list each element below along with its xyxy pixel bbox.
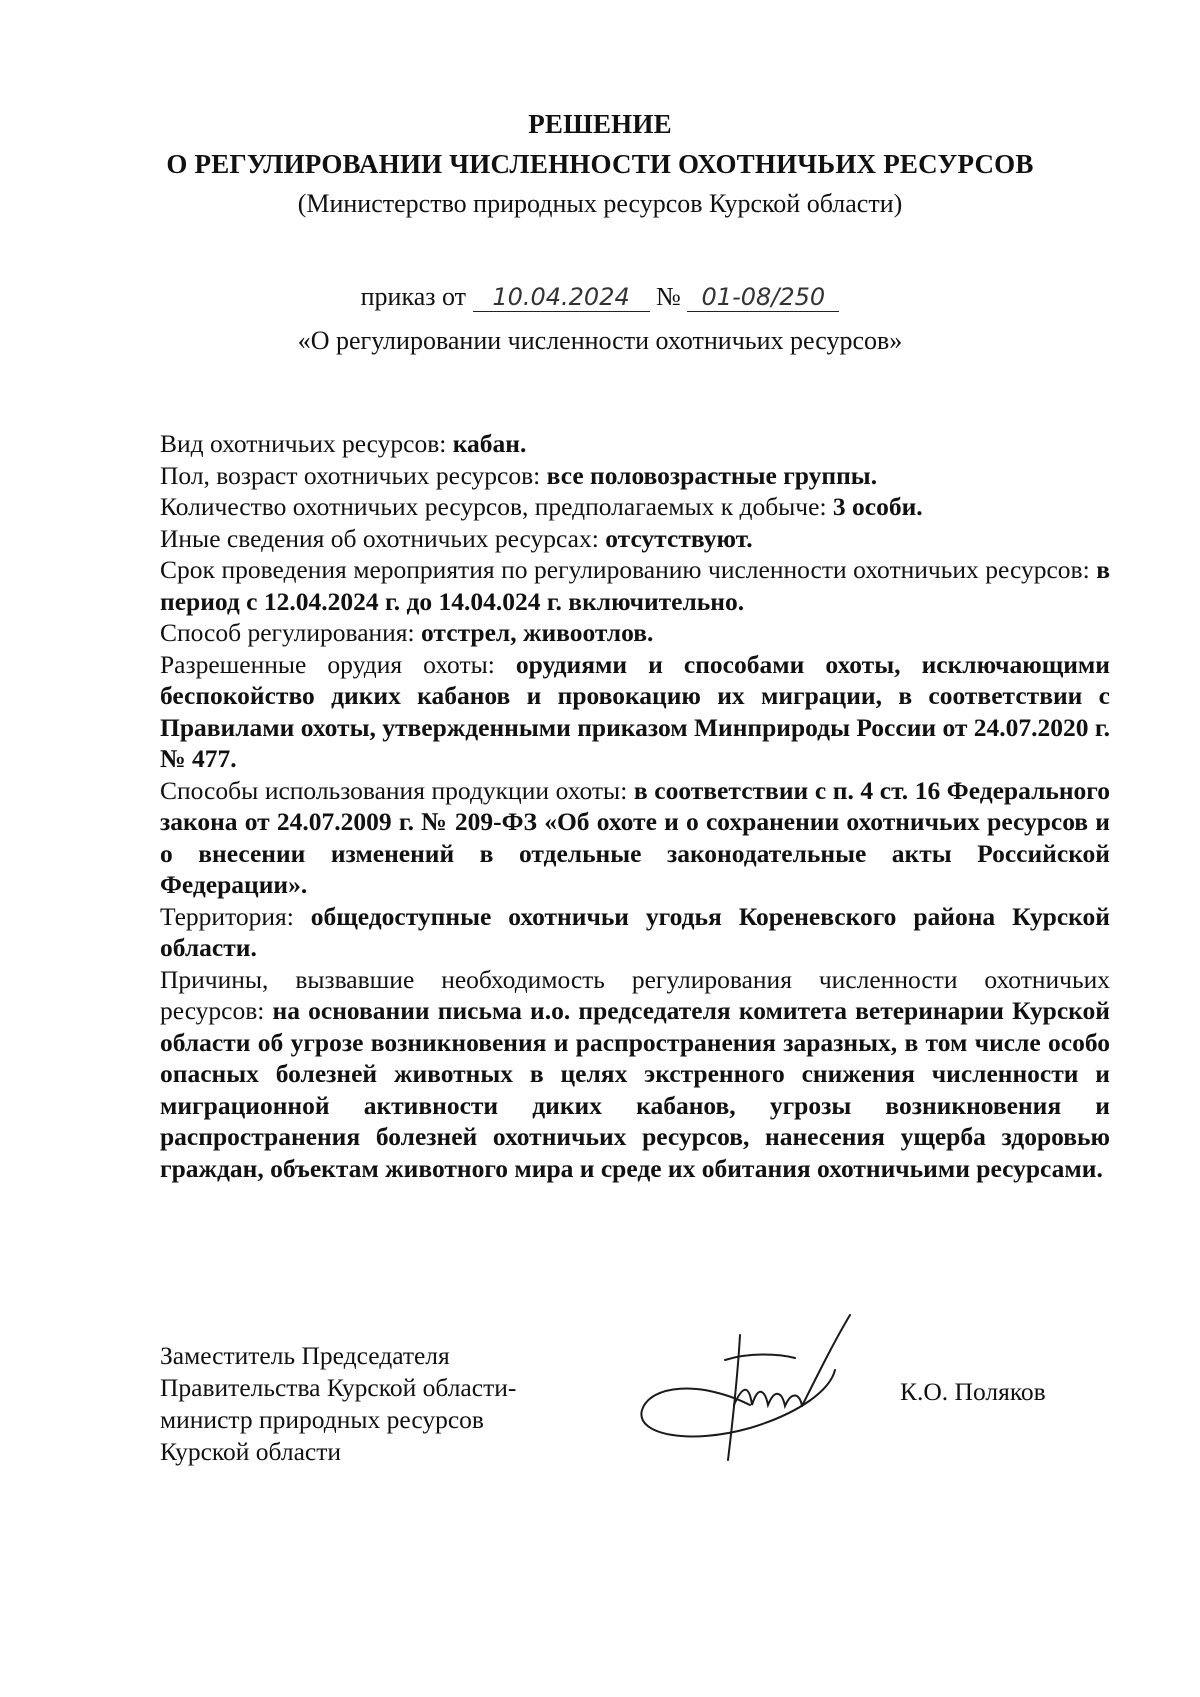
order-number-handwritten: 01-08/250	[687, 283, 839, 312]
quantity-value: 3 особи.	[832, 492, 923, 521]
order-date-handwritten: 10.04.2024	[473, 283, 650, 312]
order-prefix: приказ от	[360, 282, 467, 311]
signer-name: К.О. Поляков	[900, 1377, 1046, 1406]
document-title: РЕШЕНИЕ	[528, 109, 672, 139]
tools-label: Разрешенные орудия охоты:	[160, 649, 516, 679]
tools-value: орудиями и способами охоты, исключающими беспокойство диких кабанов и провокацию их миграции, в соответствии с Правилами охоты, утвержденными приказом Минприроды России от 24.07.2020 г. № 477.	[160, 649, 1110, 773]
territory-paragraph	[160, 901, 1110, 964]
species-paragraph	[160, 428, 1110, 460]
usage-value: в соответствии с п. 4 ст. 16 Федерального закона от 24.07.2009 г. № 209-ФЗ «Об охоте и о сохранении охотничьих ресурсов и о внесении изменений в отдельные законодательные акты Российской Федерации».	[160, 775, 1110, 899]
quantity-label: Количество охотничьих ресурсов, предполагаемых к добыче:	[160, 492, 833, 521]
species-label: Вид охотничьих ресурсов:	[160, 429, 453, 458]
quantity-paragraph	[160, 491, 1110, 523]
sex-age-label: Пол, возраст охотничьих ресурсов:	[160, 460, 547, 490]
sex-age-paragraph	[160, 460, 1110, 492]
territory-value: общедоступные охотничьи угодья Кореневского района Курской области.	[160, 901, 1110, 962]
document-header	[0, 104, 1200, 224]
other-info-value: отсутствуют.	[605, 523, 753, 553]
usage-label: Способы использования продукции охоты:	[160, 775, 634, 805]
signature-block	[160, 1340, 1110, 1510]
method-paragraph	[160, 617, 1110, 649]
document-subtitle: О РЕГУЛИРОВАНИИ ЧИСЛЕННОСТИ ОХОТНИЧЬИХ РЕСУРСОВ	[166, 149, 1034, 179]
signer-position	[160, 1340, 516, 1468]
position-line-1: Заместитель Председателя	[160, 1341, 450, 1370]
reasons-label: Причины, вызвавшие необходимость регулирования численности охотничьих ресурсов:	[160, 964, 1110, 1025]
handwritten-signature	[630, 1310, 860, 1490]
period-paragraph	[160, 554, 1110, 617]
tools-paragraph	[160, 649, 1110, 775]
order-line	[0, 275, 1200, 319]
period-value: в период с 12.04.2024 г. до 14.04.024 г. включительно.	[160, 555, 1110, 616]
other-info-paragraph	[160, 523, 1110, 555]
position-line-4: Курской области	[160, 1437, 342, 1466]
position-line-2: Правительства Курской области-	[160, 1373, 517, 1402]
decision-body	[160, 428, 1110, 1184]
usage-paragraph	[160, 775, 1110, 901]
method-value: отстрел, живоотлов.	[421, 618, 654, 647]
species-value: кабан.	[452, 429, 527, 458]
order-number-sign: №	[656, 282, 681, 311]
sex-age-value: все половозрастные группы.	[546, 460, 878, 490]
territory-label: Территория:	[160, 901, 311, 931]
order-reference	[0, 275, 1200, 363]
reasons-paragraph	[160, 964, 1110, 1185]
order-title: «О регулировании численности охотничьих ресурсов»	[297, 326, 903, 355]
method-label: Способ регулирования:	[160, 618, 421, 647]
reasons-value: на основании письма и.о. председателя комитета ветеринарии Курской области об угрозе возникновения и распространения заразных, в том числе особо опасных болезней животных в целях экстренного снижения численности и миграционной активности диких кабанов, угрозы возникновения и распространения болезней охотничьих ресурсов, нанесения ущерба здоровью граждан, объектам животного мира и среде их обитания охотничьими ресурсами.	[160, 996, 1110, 1183]
other-info-label: Иные сведения об охотничьих ресурсах:	[160, 523, 606, 553]
position-line-3: министр природных ресурсов	[160, 1405, 484, 1434]
ministry-name: (Министерство природных ресурсов Курской области)	[297, 189, 903, 218]
period-label: Срок проведения мероприятия по регулированию численности охотничьих ресурсов:	[160, 555, 1097, 584]
